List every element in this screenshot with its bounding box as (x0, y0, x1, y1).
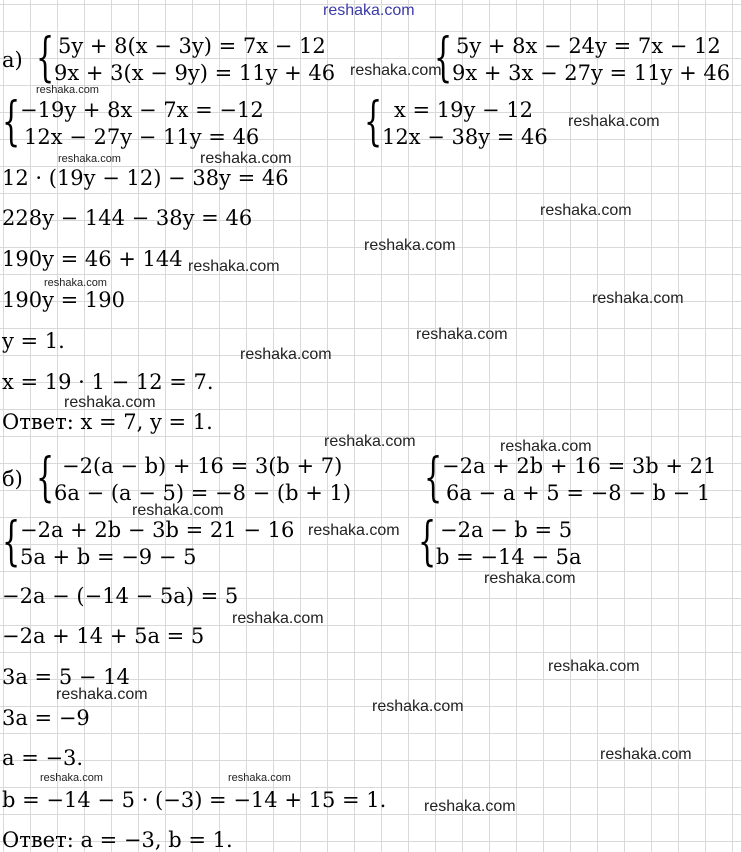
solution-line: −2a + 14 + 5a = 5 (2, 624, 205, 648)
equation: −19y + 8x − 7x = −12 (20, 98, 264, 122)
watermark: reshaka.com (240, 346, 332, 363)
equation: 5a + b = −9 − 5 (20, 545, 197, 569)
solution-line: b = −14 − 5 · (−3) = −14 + 15 = 1. (2, 788, 387, 812)
equation: 6a − (a − 5) = −8 − (b + 1) (54, 481, 352, 505)
equation: 5y + 8x − 24y = 7x − 12 (456, 34, 721, 58)
solution-line: 3a = 5 − 14 (2, 665, 130, 689)
solution-line: a = −3. (2, 746, 84, 770)
equation: −2a − b = 5 (440, 518, 573, 542)
part-a-label: а) (2, 48, 23, 72)
brace-icon: { (424, 448, 443, 508)
brace-icon: { (36, 28, 55, 88)
answer-line: Ответ: x = 7, y = 1. (2, 410, 213, 434)
answer-line: Ответ: a = −3, b = 1. (2, 828, 233, 852)
watermark: reshaka.com (232, 610, 324, 627)
watermark: reshaka.com (200, 150, 292, 167)
brace-icon: { (434, 28, 453, 88)
watermark: reshaka.com (308, 522, 400, 539)
watermark-top: reshaka.com (323, 2, 415, 19)
equation: x = 19y − 12 (394, 98, 534, 122)
watermark: reshaka.com (372, 698, 464, 715)
solution-line: 190y = 46 + 144 (2, 247, 183, 271)
watermark: reshaka.com (132, 502, 224, 519)
equation: 5y + 8(x − 3y) = 7x − 12 (58, 34, 326, 58)
watermark: reshaka.com (568, 113, 660, 130)
watermark: reshaka.com (484, 570, 576, 587)
watermark: reshaka.com (36, 84, 99, 96)
watermark: reshaka.com (500, 438, 592, 455)
watermark: reshaka.com (540, 202, 632, 219)
watermark: reshaka.com (416, 326, 508, 343)
watermark: reshaka.com (58, 153, 121, 165)
solution-line: 228y − 144 − 38y = 46 (2, 206, 253, 230)
watermark: reshaka.com (424, 798, 516, 815)
watermark: reshaka.com (600, 746, 692, 763)
watermark: reshaka.com (548, 658, 640, 675)
equation: 12x − 27y − 11y = 46 (24, 125, 260, 149)
brace-icon: { (2, 512, 21, 572)
watermark: reshaka.com (64, 394, 156, 411)
watermark: reshaka.com (592, 290, 684, 307)
watermark: reshaka.com (188, 258, 280, 275)
watermark: reshaka.com (56, 686, 148, 703)
solution-line: x = 19 · 1 − 12 = 7. (2, 370, 214, 394)
equation: −2(a − b) + 16 = 3(b + 7) (62, 454, 343, 478)
equation: 9x + 3x − 27y = 11y + 46 (452, 61, 731, 85)
solution-line: 12 · (19y − 12) − 38y = 46 (2, 166, 289, 190)
solution-line: −2a − (−14 − 5a) = 5 (2, 584, 239, 608)
solution-line: y = 1. (2, 329, 65, 353)
brace-icon: { (364, 92, 383, 152)
brace-icon: { (2, 92, 21, 152)
watermark: reshaka.com (364, 237, 456, 254)
brace-icon: { (36, 448, 55, 508)
equation: b = −14 − 5a (436, 545, 582, 569)
equation: −2a + 2b + 16 = 3b + 21 (442, 454, 717, 478)
brace-icon: { (418, 512, 437, 572)
equation: 6a − a + 5 = −8 − b − 1 (446, 481, 711, 505)
solution-line: 3a = −9 (2, 706, 90, 730)
equation: −2a + 2b − 3b = 21 − 16 (20, 518, 295, 542)
equation: 9x + 3(x − 9y) = 11y + 46 (54, 61, 336, 85)
equation: 12x − 38y = 46 (382, 125, 548, 149)
watermark: reshaka.com (228, 772, 291, 784)
part-b-label: б) (2, 467, 23, 491)
watermark: reshaka.com (324, 433, 416, 450)
solution-line: 190y = 190 (2, 288, 125, 312)
watermark: reshaka.com (350, 62, 442, 79)
watermark: reshaka.com (40, 772, 103, 784)
watermark: reshaka.com (44, 277, 107, 289)
